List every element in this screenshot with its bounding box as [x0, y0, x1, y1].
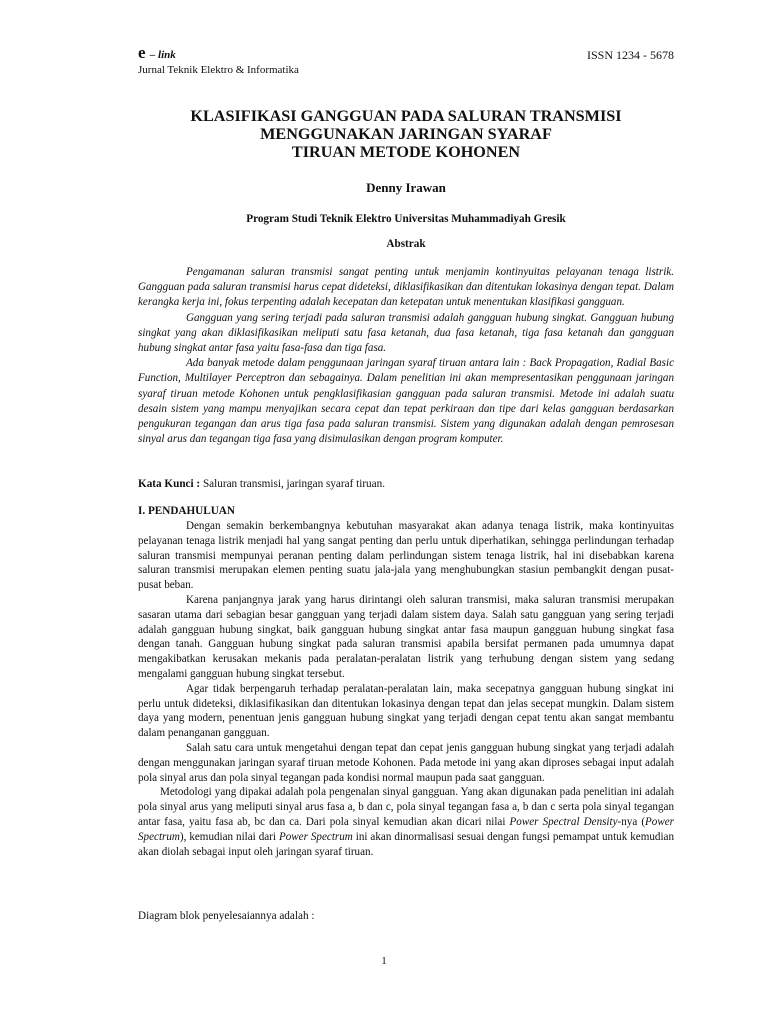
body-paragraph-5 [138, 785, 674, 859]
body-text [138, 519, 674, 859]
title-line-3: TIRUAN METODE KOHONEN [291, 143, 521, 161]
keywords-label: Kata Kunci : [138, 478, 201, 490]
diagram-caption: Diagram blok penyelesaiannya adalah : [138, 910, 315, 922]
title-line-1: KLASIFIKASI GANGGUAN PADA SALURAN TRANSMISI [190, 107, 622, 125]
p5-part-c: ), kemudian nilai dari [179, 830, 279, 843]
title-line-2: MENGGUNAKAN JARINGAN SYARAF [260, 125, 552, 143]
abstract-heading: Abstrak [386, 238, 426, 250]
journal-name: Jurnal Teknik Elektro & Informatika [138, 64, 299, 76]
body-paragraph-1: Dengan semakin berkembangnya kebutuhan masyarakat akan adanya tenaga listrik, maka kontinyuitas pelayanan tenaga listrik menjadi hal yang sangat penting dan perlu untuk diperhatikan, sehingga perlindungan terhadap saluran transmisi mempunyai peranan penting dalam perlindungan sistem tenaga listrik, hal ini disebabkan karena saluran transmisi merupakan elemen penting suatu jala-jala yang menghubungkan stasiun pembangkit dengan pusat-pusat beban. [138, 520, 674, 592]
issn: ISSN 1234 - 5678 [586, 48, 674, 62]
keywords-text: Saluran transmisi, jaringan syaraf tiruan. [200, 478, 386, 490]
p5-part-a: Metodologi yang dipakai adalah pola pengenalan sinyal gangguan. Yang akan digunakan pada penelitian ini adalah pola sinyal arus yang meliputi sinyal arus fasa a, b dan c, pola sinyal tegangan fasa a, b dan c serta pola sinyal tegangan antar fasa, yaitu fasa ab, bc dan ca. Dari pola sinyal kemudian akan dicari nilai [138, 786, 674, 828]
section-heading: I. PENDAHULUAN [138, 505, 235, 517]
p5-italic-1: Power Spectral Density [509, 815, 618, 828]
body-paragraph-2: Karena panjangnya jarak yang harus dirintangi oleh saluran transmisi, maka saluran transmisi merupakan sasaran utama dari sebagian besar gangguan yang terjadi dalam sistem daya. Salah satu gangguan yang sering terjadi adalah gangguan hubung singkat, baik gangguan hubung singkat antar fasa maupun gangguan hubung singkat fasa dengan tanah. Gangguan hubung singkat pada saluran transmisi apabila bersifat permanen pada umumnya dapat mengakibatkan kerusakan mekanis pada peralatan-peralatan listrik yang terhubung dengan sistem yang sedang mengalami gangguan hubung singkat tersebut. [138, 593, 674, 680]
author: Denny Irawan [366, 180, 446, 195]
abstract [138, 265, 674, 447]
body-paragraph-4: Salah satu cara untuk mengetahui dengan tepat dan cepat jenis gangguan hubung singkat yang terjadi adalah dengan menggunakan jaringan syaraf tiruan metode Kohonen. Pada metode ini yang akan diproses sebagai input adalah pola sinyal arus dan pola sinyal tegangan pada kondisi normal maupun pada saat gangguan. [138, 741, 674, 784]
p5-italic-2: Power Spectrum [138, 815, 674, 843]
keywords [138, 478, 674, 490]
p5-part-d: ini akan dinormalisasi sesuai dengan fungsi pemampat untuk kemudian akan diolah sebagai input oleh jaringan syaraf tiruan. [138, 830, 674, 858]
page-number: 1 [381, 955, 387, 967]
brand-e: e [138, 43, 146, 62]
abstract-paragraph-1: Pengamanan saluran transmisi sangat penting untuk menjamin kontinyuitas pelayanan tenaga listrik. Gangguan pada saluran transmisi harus cepat dideteksi, diklasifikasikan dan ditentukan lokasinya dengan tepat. Dalam kerangka kerja ini, fokus terpenting adalah kecepatan dan ketepatan untuk menentukan klasifikasi gangguan. [138, 266, 674, 309]
p5-part-b: -nya ( [617, 815, 646, 828]
abstract-paragraph-3: Ada banyak metode dalam penggunaan jaringan syaraf tiruan antara lain : Back Propagation, Radial Basic Function, Multilayer Perceptron dan sebagainya. Dalam penelitian ini akan mempresentasikan penggunaan jaringan syaraf tiruan metode Kohonen untuk pengklasifikasian gangguan pada saluran transmisi. Metode ini adalah suatu desain sistem yang mampu menyajikan secara cepat dan tepat perkiraan dan tipe dari kelas gangguan berdasarkan pengukuran tegangan dan arus tiga fasa pada saluran transmisi. Sistem yang digunakan adalah dengan pemrosesan sinyal arus dan tegangan tiga fasa yang disimulasikan dengan program komputer. [138, 357, 674, 446]
brand-link: – link [149, 49, 176, 61]
body-paragraph-3: Agar tidak berpengaruh terhadap peralatan-peralatan lain, maka secepatnya gangguan hubung singkat ini perlu untuk dideteksi, diklasifikasikan dan ditentukan lokasinya dengan tepat dan jelas secepat mungkin. Dalam sistem daya yang modern, penentuan jenis gangguan hubung singkat yang terjadi dengan cepat tentu akan sangat membantu dalam penanganan gangguan. [138, 682, 674, 740]
journal-logo [138, 44, 176, 64]
paper-title [138, 107, 674, 161]
abstract-paragraph-2: Gangguan yang sering terjadi pada saluran transmisi adalah gangguan hubung singkat. Gangguan hubung singkat yang akan diklasifikasikan meliputi satu fasa ketanah, dua fasa ketanah, tiga fasa ketanah dan gangguan hubung singkat antar fasa yaitu fasa-fasa dan tiga fasa. [138, 311, 674, 355]
p5-italic-3: Power Spectrum [278, 830, 353, 843]
affiliation: Program Studi Teknik Elektro Universitas Muhammadiyah Gresik [246, 213, 566, 225]
